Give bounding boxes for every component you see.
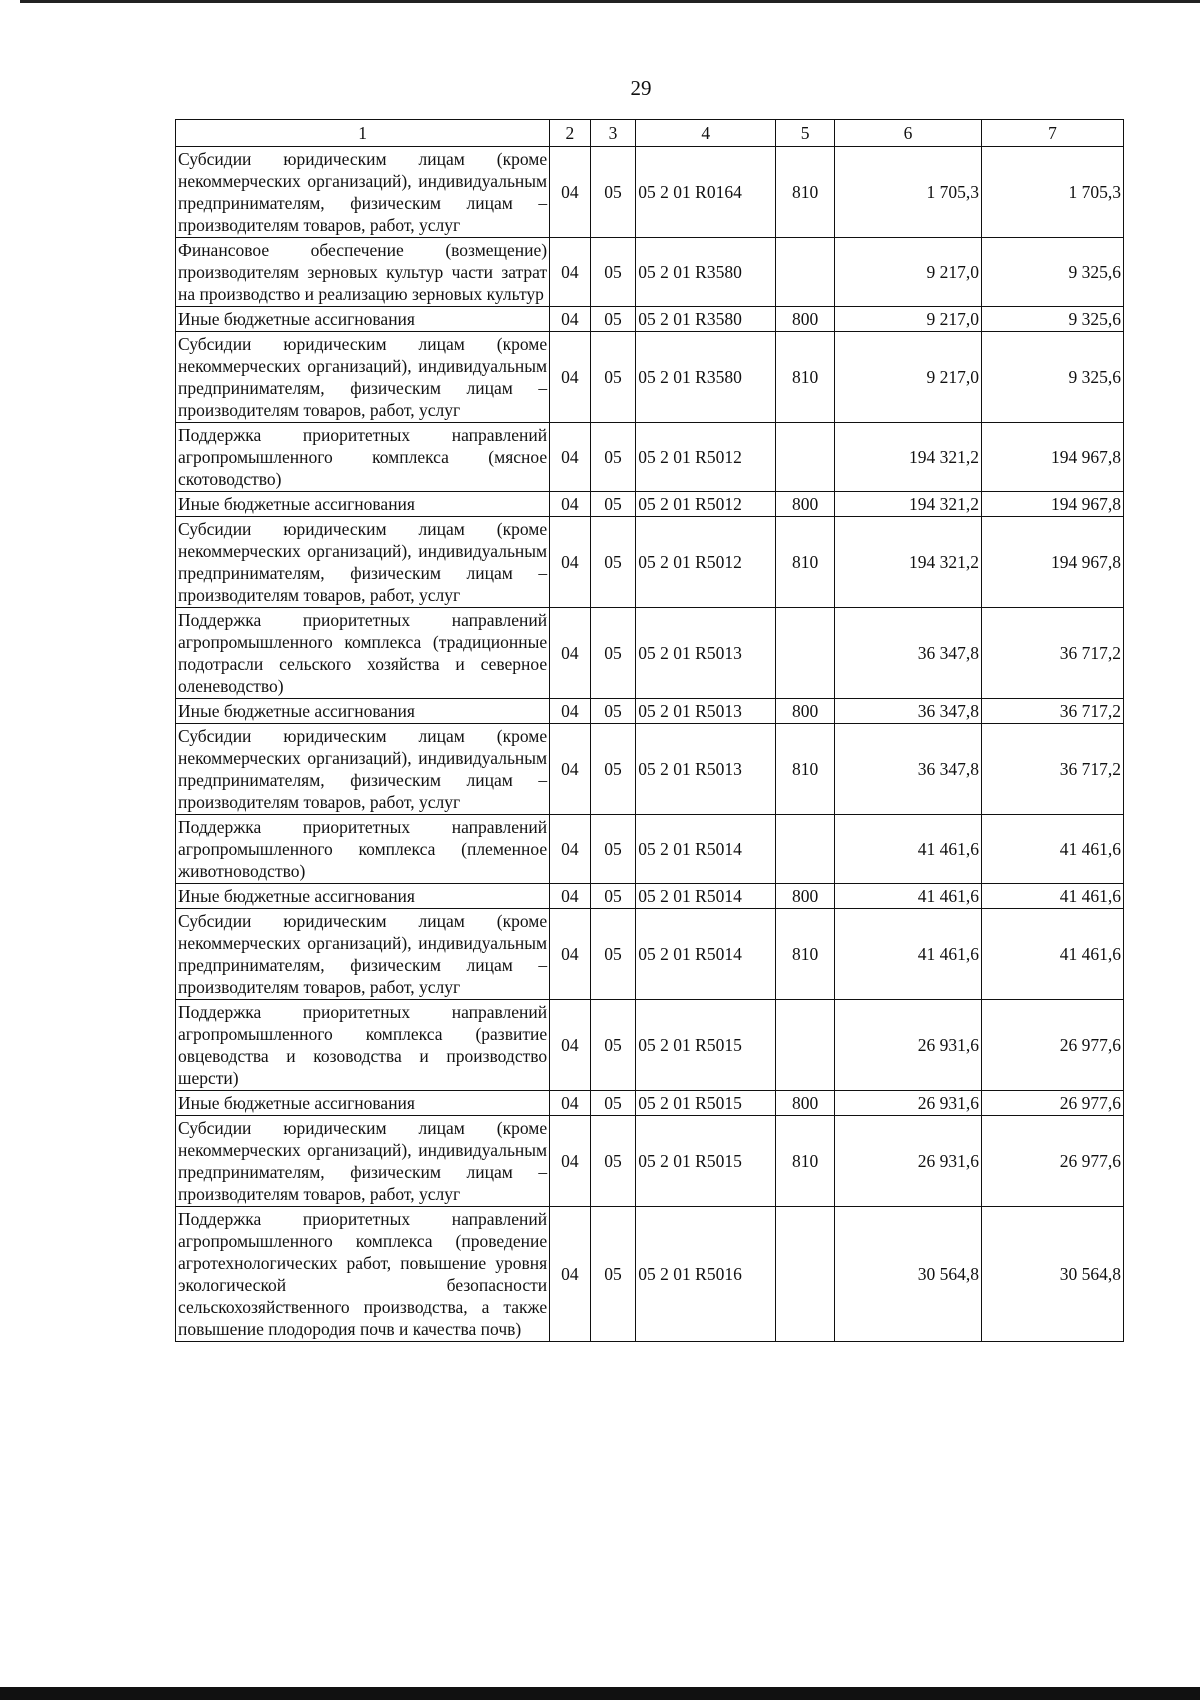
row-amount-col6-cell: 9 217,0 (835, 332, 982, 423)
page-number: 29 (630, 76, 652, 100)
row-name-cell: Иные бюджетные ассигнования (176, 307, 550, 332)
row-amount-col7-cell: 41 461,6 (982, 884, 1124, 909)
row-section-cell: 04 (550, 147, 591, 238)
row-target-code-cell: 05 2 01 R5015 (636, 1091, 776, 1116)
row-amount-col7-cell: 26 977,6 (982, 1091, 1124, 1116)
row-expense-type-cell: 800 (776, 307, 835, 332)
row-subsection-cell: 05 (590, 884, 636, 909)
table-row (176, 608, 1124, 699)
row-amount-col6-cell: 26 931,6 (835, 1116, 982, 1207)
table-row (176, 815, 1124, 884)
row-section-cell: 04 (550, 332, 591, 423)
row-subsection-cell: 05 (590, 1091, 636, 1116)
row-expense-type-cell (776, 1000, 835, 1091)
row-name-cell: Иные бюджетные ассигнования (176, 1091, 550, 1116)
row-amount-col7-cell: 194 967,8 (982, 492, 1124, 517)
table-row (176, 238, 1124, 307)
row-section-cell: 04 (550, 909, 591, 1000)
row-subsection-cell: 05 (590, 909, 636, 1000)
scan-edge-bottom (0, 1687, 1200, 1700)
row-subsection-cell: 05 (590, 699, 636, 724)
row-section-cell: 04 (550, 238, 591, 307)
row-expense-type-cell: 810 (776, 724, 835, 815)
row-target-code-cell: 05 2 01 R5014 (636, 815, 776, 884)
row-amount-col6-cell: 9 217,0 (835, 307, 982, 332)
row-amount-col7-cell: 41 461,6 (982, 909, 1124, 1000)
table-row (176, 1091, 1124, 1116)
row-amount-col6-cell: 30 564,8 (835, 1207, 982, 1342)
row-amount-col7-cell: 26 977,6 (982, 1116, 1124, 1207)
row-section-cell: 04 (550, 1000, 591, 1091)
row-amount-col6-cell: 41 461,6 (835, 909, 982, 1000)
row-target-code-cell: 05 2 01 R0164 (636, 147, 776, 238)
row-expense-type-cell (776, 238, 835, 307)
row-expense-type-cell: 810 (776, 909, 835, 1000)
row-name-cell: Поддержка приоритетных направлений агропромышленного комплекса (мясное скотоводство) (176, 423, 550, 492)
row-section-cell: 04 (550, 517, 591, 608)
scan-edge-top (20, 0, 1200, 3)
budget-table (175, 119, 1124, 1342)
row-name-cell: Субсидии юридическим лицам (кроме некоммерческих организаций), индивидуальным предпринимателям, физическим лицам – производителям товаров, работ, услуг (176, 909, 550, 1000)
row-amount-col7-cell: 9 325,6 (982, 307, 1124, 332)
row-target-code-cell: 05 2 01 R5013 (636, 608, 776, 699)
row-target-code-cell: 05 2 01 R3580 (636, 332, 776, 423)
row-amount-col7-cell: 30 564,8 (982, 1207, 1124, 1342)
row-section-cell: 04 (550, 724, 591, 815)
row-subsection-cell: 05 (590, 307, 636, 332)
row-amount-col7-cell: 41 461,6 (982, 815, 1124, 884)
row-subsection-cell: 05 (590, 815, 636, 884)
row-expense-type-cell: 810 (776, 517, 835, 608)
row-subsection-cell: 05 (590, 238, 636, 307)
row-expense-type-cell: 800 (776, 699, 835, 724)
row-name-cell: Субсидии юридическим лицам (кроме некоммерческих организаций), индивидуальным предпринимателям, физическим лицам – производителям товаров, работ, услуг (176, 147, 550, 238)
row-target-code-cell: 05 2 01 R5016 (636, 1207, 776, 1342)
row-subsection-cell: 05 (590, 1207, 636, 1342)
header-col-3: 3 (590, 120, 636, 147)
row-amount-col6-cell: 9 217,0 (835, 238, 982, 307)
row-amount-col6-cell: 194 321,2 (835, 423, 982, 492)
table-row (176, 1207, 1124, 1342)
row-amount-col6-cell: 41 461,6 (835, 815, 982, 884)
table-row (176, 909, 1124, 1000)
row-amount-col6-cell: 26 931,6 (835, 1000, 982, 1091)
header-col-1: 1 (176, 120, 550, 147)
row-amount-col6-cell: 36 347,8 (835, 724, 982, 815)
row-name-cell: Субсидии юридическим лицам (кроме некоммерческих организаций), индивидуальным предпринимателям, физическим лицам – производителям товаров, работ, услуг (176, 517, 550, 608)
row-expense-type-cell: 810 (776, 147, 835, 238)
row-subsection-cell: 05 (590, 724, 636, 815)
row-subsection-cell: 05 (590, 492, 636, 517)
row-expense-type-cell: 810 (776, 1116, 835, 1207)
row-amount-col7-cell: 1 705,3 (982, 147, 1124, 238)
row-subsection-cell: 05 (590, 147, 636, 238)
table-row (176, 307, 1124, 332)
row-target-code-cell: 05 2 01 R3580 (636, 307, 776, 332)
table-row (176, 699, 1124, 724)
row-subsection-cell: 05 (590, 1116, 636, 1207)
header-col-5: 5 (776, 120, 835, 147)
table-row (176, 884, 1124, 909)
header-col-6: 6 (835, 120, 982, 147)
row-amount-col7-cell: 9 325,6 (982, 238, 1124, 307)
table-row (176, 423, 1124, 492)
row-target-code-cell: 05 2 01 R5013 (636, 699, 776, 724)
row-name-cell: Иные бюджетные ассигнования (176, 699, 550, 724)
row-section-cell: 04 (550, 423, 591, 492)
row-expense-type-cell: 810 (776, 332, 835, 423)
row-section-cell: 04 (550, 608, 591, 699)
row-expense-type-cell (776, 608, 835, 699)
table-header-row (176, 120, 1124, 147)
row-section-cell: 04 (550, 815, 591, 884)
header-col-2: 2 (550, 120, 591, 147)
row-amount-col7-cell: 36 717,2 (982, 608, 1124, 699)
row-amount-col6-cell: 194 321,2 (835, 517, 982, 608)
row-amount-col7-cell: 26 977,6 (982, 1000, 1124, 1091)
row-section-cell: 04 (550, 1207, 591, 1342)
row-amount-col6-cell: 36 347,8 (835, 699, 982, 724)
row-name-cell: Поддержка приоритетных направлений агропромышленного комплекса (проведение агротехнологических работ, повышение уровня экологической безопасности сельскохозяйственного производства, а также повышение плодородия почв и качества почв) (176, 1207, 550, 1342)
row-subsection-cell: 05 (590, 517, 636, 608)
header-col-4: 4 (636, 120, 776, 147)
row-section-cell: 04 (550, 699, 591, 724)
row-target-code-cell: 05 2 01 R5013 (636, 724, 776, 815)
row-section-cell: 04 (550, 307, 591, 332)
row-name-cell: Иные бюджетные ассигнования (176, 884, 550, 909)
row-subsection-cell: 05 (590, 423, 636, 492)
table-row (176, 492, 1124, 517)
row-target-code-cell: 05 2 01 R3580 (636, 238, 776, 307)
row-amount-col6-cell: 26 931,6 (835, 1091, 982, 1116)
row-name-cell: Субсидии юридическим лицам (кроме некоммерческих организаций), индивидуальным предпринимателям, физическим лицам – производителям товаров, работ, услуг (176, 332, 550, 423)
row-amount-col6-cell: 194 321,2 (835, 492, 982, 517)
row-expense-type-cell (776, 815, 835, 884)
row-section-cell: 04 (550, 1091, 591, 1116)
row-name-cell: Финансовое обеспечение (возмещение) производителям зерновых культур части затрат на производство и реализацию зерновых культур (176, 238, 550, 307)
row-target-code-cell: 05 2 01 R5012 (636, 423, 776, 492)
row-expense-type-cell: 800 (776, 884, 835, 909)
row-expense-type-cell (776, 1207, 835, 1342)
row-amount-col6-cell: 36 347,8 (835, 608, 982, 699)
row-target-code-cell: 05 2 01 R5014 (636, 884, 776, 909)
row-expense-type-cell: 800 (776, 492, 835, 517)
row-target-code-cell: 05 2 01 R5015 (636, 1116, 776, 1207)
row-expense-type-cell (776, 423, 835, 492)
row-name-cell: Поддержка приоритетных направлений агропромышленного комплекса (развитие овцеводства и козоводства и производство шерсти) (176, 1000, 550, 1091)
header-col-7: 7 (982, 120, 1124, 147)
row-name-cell: Иные бюджетные ассигнования (176, 492, 550, 517)
row-section-cell: 04 (550, 492, 591, 517)
row-section-cell: 04 (550, 1116, 591, 1207)
table-row (176, 1000, 1124, 1091)
table-row (176, 724, 1124, 815)
row-section-cell: 04 (550, 884, 591, 909)
row-subsection-cell: 05 (590, 1000, 636, 1091)
row-amount-col7-cell: 36 717,2 (982, 724, 1124, 815)
row-name-cell: Поддержка приоритетных направлений агропромышленного комплекса (традиционные подотрасли сельского хозяйства и северное оленеводство) (176, 608, 550, 699)
row-target-code-cell: 05 2 01 R5012 (636, 517, 776, 608)
row-subsection-cell: 05 (590, 608, 636, 699)
row-target-code-cell: 05 2 01 R5015 (636, 1000, 776, 1091)
row-target-code-cell: 05 2 01 R5014 (636, 909, 776, 1000)
table-row (176, 1116, 1124, 1207)
row-name-cell: Поддержка приоритетных направлений агропромышленного комплекса (племенное животноводство) (176, 815, 550, 884)
table-row (176, 332, 1124, 423)
row-subsection-cell: 05 (590, 332, 636, 423)
row-amount-col7-cell: 194 967,8 (982, 517, 1124, 608)
table-row (176, 517, 1124, 608)
row-amount-col6-cell: 41 461,6 (835, 884, 982, 909)
row-expense-type-cell: 800 (776, 1091, 835, 1116)
row-amount-col7-cell: 36 717,2 (982, 699, 1124, 724)
table-row (176, 147, 1124, 238)
row-amount-col7-cell: 194 967,8 (982, 423, 1124, 492)
row-amount-col6-cell: 1 705,3 (835, 147, 982, 238)
row-name-cell: Субсидии юридическим лицам (кроме некоммерческих организаций), индивидуальным предпринимателям, физическим лицам – производителям товаров, работ, услуг (176, 724, 550, 815)
row-target-code-cell: 05 2 01 R5012 (636, 492, 776, 517)
row-name-cell: Субсидии юридическим лицам (кроме некоммерческих организаций), индивидуальным предпринимателям, физическим лицам – производителям товаров, работ, услуг (176, 1116, 550, 1207)
row-amount-col7-cell: 9 325,6 (982, 332, 1124, 423)
